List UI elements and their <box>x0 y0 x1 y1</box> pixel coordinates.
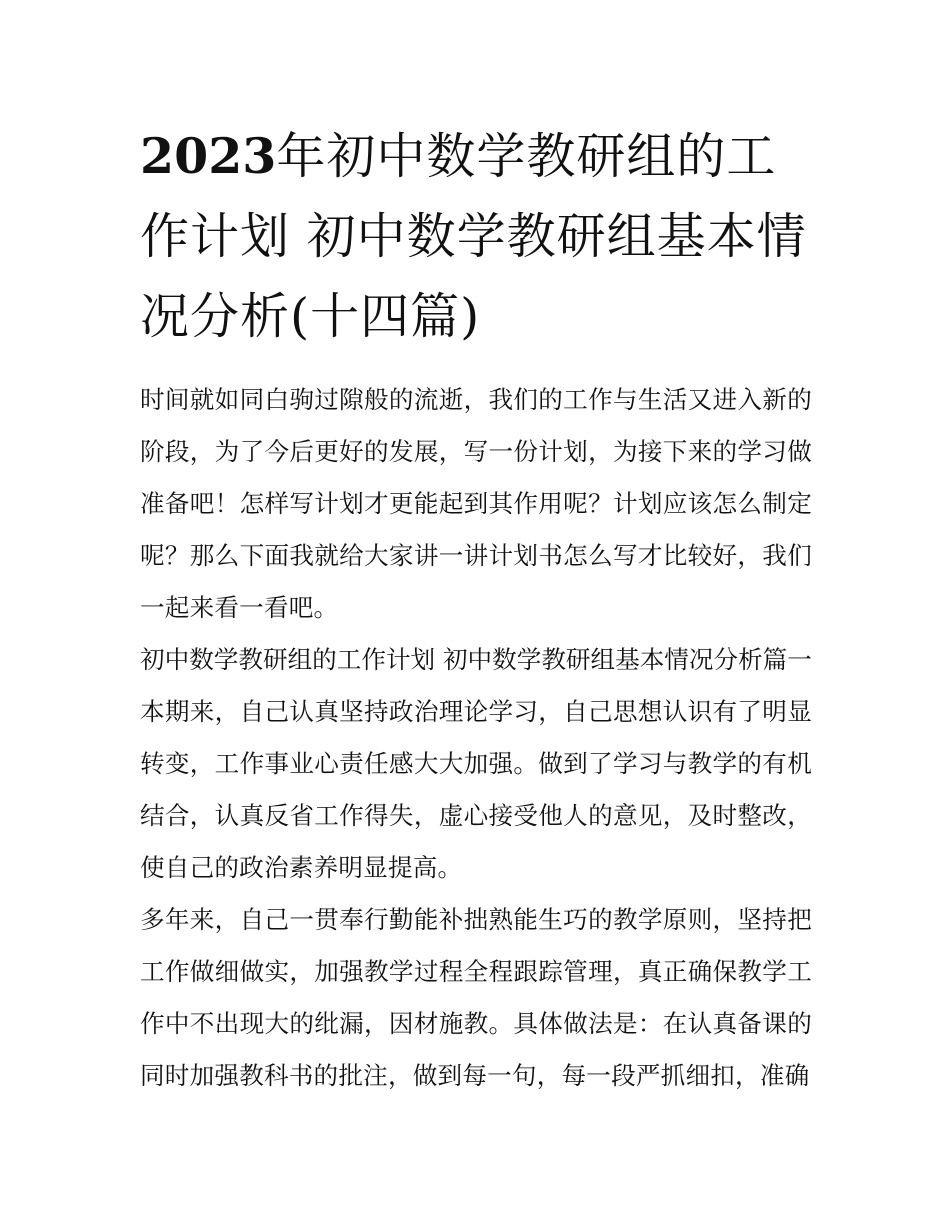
document-title <box>140 116 812 357</box>
intro-paragraph: 时间就如同白驹过隙般的流逝，我们的工作与生活又进入新的阶段，为了今后更好的发展，写一份计划，为接下来的学习做准备吧！怎样写计划才更能起到其作用呢？计划应该怎么制定呢？那么下面我就给大家讲一讲计划书怎么写才比较好，我们一起来看一看吧。 <box>140 385 812 622</box>
body-paragraph-1: 本期来，自己认真坚持政治理论学习，自己思想认识有了明显转变，工作事业心责任感大大加强。做到了学习与教学的有机结合，认真反省工作得失，虚心接受他人的意见，及时整改，使自己的政治素养明显提高。 <box>140 697 812 882</box>
title-year: 2023 <box>140 127 277 185</box>
title-text: 年初中数学教研组的工作计划 初中数学教研组基本情况分析(十四篇) <box>140 128 807 345</box>
body-paragraph-2: 多年来，自己一贯奉行勤能补拙熟能生巧的教学原则，坚持把工作做细做实，加强教学过程全程跟踪管理，真正确保教学工作中不出现大的纰漏，因材施教。具体做法是：在认真备课的同时加强教科书的批注，做到每一句，每一段严抓细扣，准确 <box>140 905 812 1090</box>
section-heading: 初中数学教研组的工作计划 初中数学教研组基本情况分析篇一 <box>140 645 812 674</box>
